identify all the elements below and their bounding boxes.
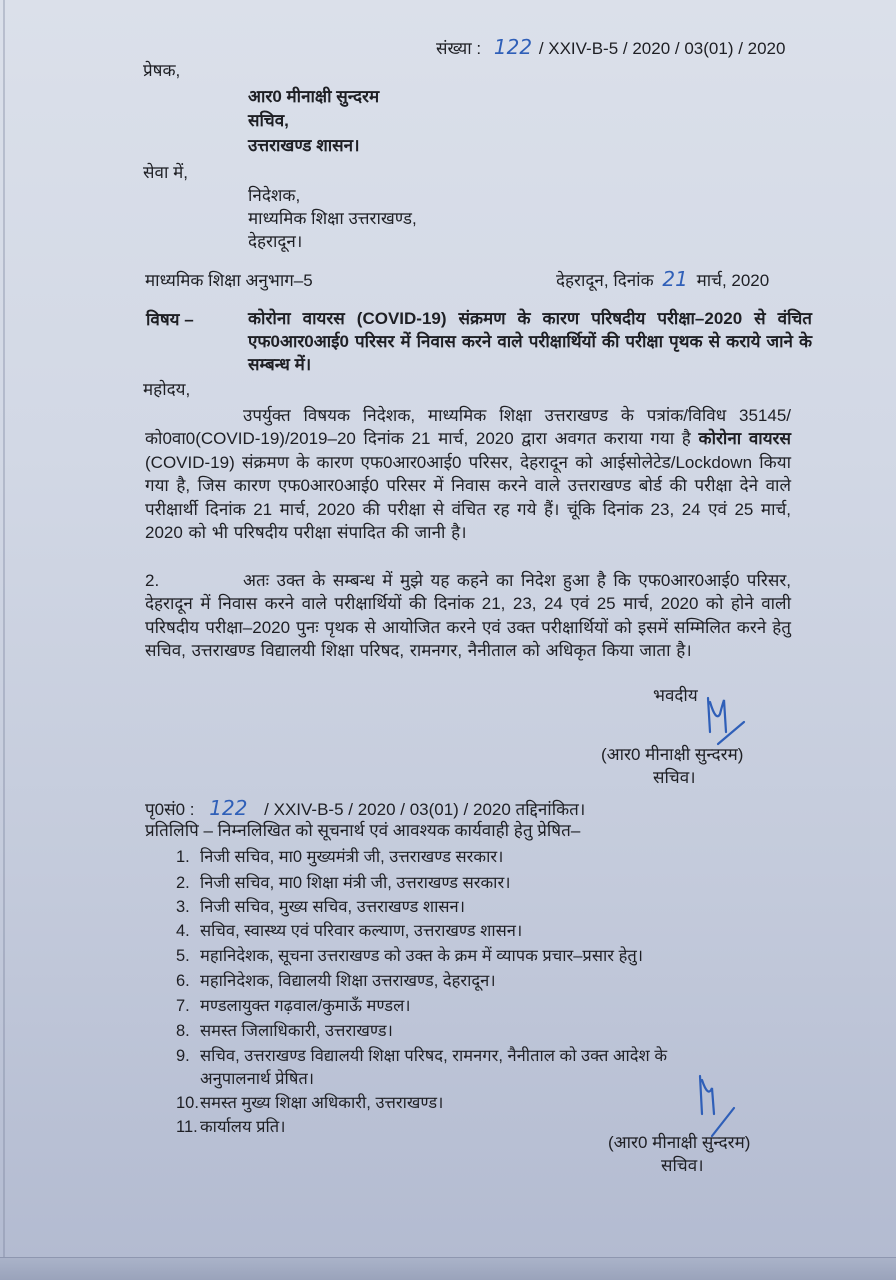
cc-list-item: 6. महानिदेशक, विद्यालयी शिक्षा उत्तराखण्ड, देहरादून। xyxy=(176,972,496,990)
place-date-prefix: देहरादून, दिनांक xyxy=(556,271,654,290)
sender-designation: सचिव, xyxy=(248,111,289,130)
signatory-name: (आर0 मीनाक्षी सुन्दरम) xyxy=(601,745,744,764)
recipient-label: सेवा में, xyxy=(143,163,188,182)
paragraph-2-number: 2. xyxy=(145,571,160,590)
paper-left-edge xyxy=(3,0,5,1258)
handwritten-date-day: 21 xyxy=(662,267,688,291)
signature-icon xyxy=(700,692,750,752)
cc-list-item: 2. निजी सचिव, मा0 शिक्षा मंत्री जी, उत्तराखण्ड सरकार। xyxy=(176,874,511,892)
sender-label: प्रेषक, xyxy=(143,61,181,80)
signatory-designation: सचिव। xyxy=(653,768,696,787)
cc-list-item: 8. समस्त जिलाधिकारी, उत्तराखण्ड। xyxy=(176,1022,393,1040)
salutation: महोदय, xyxy=(143,380,191,399)
endorsement-signatory-designation: सचिव। xyxy=(661,1156,704,1175)
endorsement-signatory-name: (आर0 मीनाक्षी सुन्दरम) xyxy=(608,1133,751,1152)
endorsement-reference xyxy=(145,797,585,821)
handwritten-reference-number: 122 xyxy=(493,35,533,59)
cc-intro: प्रतिलिपि – निम्नलिखित को सूचनार्थ एवं आवश्यक कार्यवाही हेतु प्रेषित– xyxy=(145,821,581,840)
handwritten-endorsement-number: 122 xyxy=(209,796,248,820)
reference-number xyxy=(436,36,785,60)
recipient-designation: निदेशक, xyxy=(248,186,301,205)
paragraph-1-part2: (COVID-19) संक्रमण के कारण एफ0आर0आई0 परिसर, देहरादून को आईसोलेटेड/Lockdown किया गया है, जिस कारण एफ0आर0आई0 परिसर में निवास करने वाले उत्तराखण्ड बोर्ड की परीक्षा देने वाले परीक्षार्थी दिनांक 21 मार्च, 2020 की परीक्षा से वंचित रह गये हैं। चूंकि दिनांक 23, 24 एवं 25 मार्च, 2020 को भी परिषदीय परीक्षा संपादित की जानी है। xyxy=(145,452,791,543)
paragraph-1-part1: उपर्युक्त विषयक निदेशक, माध्यमिक शिक्षा उत्तराखण्ड के पत्रांक/विविध 35145/को0वा0(COVID-19)/2019–20 दिनांक 21 मार्च, 2020 द्वारा अवगत कराया गया है xyxy=(145,406,791,449)
recipient-city: देहरादून। xyxy=(248,232,303,251)
subject-label: विषय – xyxy=(146,310,194,329)
recipient-department: माध्यमिक शिक्षा उत्तराखण्ड, xyxy=(248,209,417,228)
endorsement-prefix: पृ0सं0 : xyxy=(145,800,195,819)
closing: भवदीय xyxy=(653,686,698,705)
reference-suffix: / XXIV-B-5 / 2020 / 03(01) / 2020 xyxy=(538,39,786,58)
cc-list-item: 4. सचिव, स्वास्थ्य एवं परिवार कल्याण, उत्तराखण्ड शासन। xyxy=(176,922,523,940)
paragraph-1 xyxy=(145,404,791,544)
cc-list-item-continuation: अनुपालनार्थ प्रेषित। xyxy=(200,1070,315,1088)
cc-list-item: 9. सचिव, उत्तराखण्ड विद्यालयी शिक्षा परिषद, रामनगर, नैनीताल को उक्त आदेश के xyxy=(176,1047,668,1065)
reference-prefix: संख्या : xyxy=(436,39,482,58)
sender-office: उत्तराखण्ड शासन। xyxy=(248,136,360,155)
date-suffix: मार्च, 2020 xyxy=(696,271,770,290)
endorsement-suffix: / XXIV-B-5 / 2020 / 03(01) / 2020 तद्दिनांकित। xyxy=(264,800,586,819)
cc-list-item: 11. कार्यालय प्रति। xyxy=(176,1118,286,1136)
cc-list-item: 3. निजी सचिव, मुख्य सचिव, उत्तराखण्ड शासन। xyxy=(176,898,465,916)
cc-list-item: 10.समस्त मुख्य शिक्षा अधिकारी, उत्तराखण्ड। xyxy=(176,1094,444,1112)
paper-bottom-edge xyxy=(0,1257,896,1280)
subject-text: कोरोना वायरस (COVID-19) संक्रमण के कारण परिषदीय परीक्षा–2020 से वंचित एफ0आर0आई0 परिसर में निवास करने वाले परीक्षार्थियों की परीक्षा पृथक से कराये जाने के सम्बन्ध में। xyxy=(248,309,812,374)
cc-list-item: 5. महानिदेशक, सूचना उत्तराखण्ड को उक्त के क्रम में व्यापक प्रचार–प्रसार हेतु। xyxy=(176,947,643,965)
sender-name: आर0 मीनाक्षी सुन्दरम xyxy=(248,87,380,106)
paragraph-1-bold: कोरोना वायरस xyxy=(698,429,792,449)
cc-list-item: 7. मण्डलायुक्त गढ़वाल/कुमाऊँ मण्डल। xyxy=(176,997,411,1015)
section-name: माध्यमिक शिक्षा अनुभाग–5 xyxy=(145,271,313,290)
paragraph-2 xyxy=(145,569,791,663)
cc-list-item: 1. निजी सचिव, मा0 मुख्यमंत्री जी, उत्तराखण्ड सरकार। xyxy=(176,848,504,866)
place-date xyxy=(556,268,769,292)
paragraph-2-text: अतः उक्त के सम्बन्ध में मुझे यह कहने का निदेश हुआ है कि एफ0आर0आई0 परिसर, देहरादून में निवास करने वाले परीक्षार्थियों की दिनांक 21, 23, 24 एवं 25 मार्च, 2020 को होने वाली परिषदीय परीक्षा–2020 पुनः पृथक से आयोजित करने एवं उक्त परीक्षार्थियों को इसमें सम्मिलित करने हेतु सचिव, उत्तराखण्ड विद्यालयी शिक्षा परिषद, रामनगर, नैनीताल को अधिकृत किया जाता है। xyxy=(145,571,791,661)
